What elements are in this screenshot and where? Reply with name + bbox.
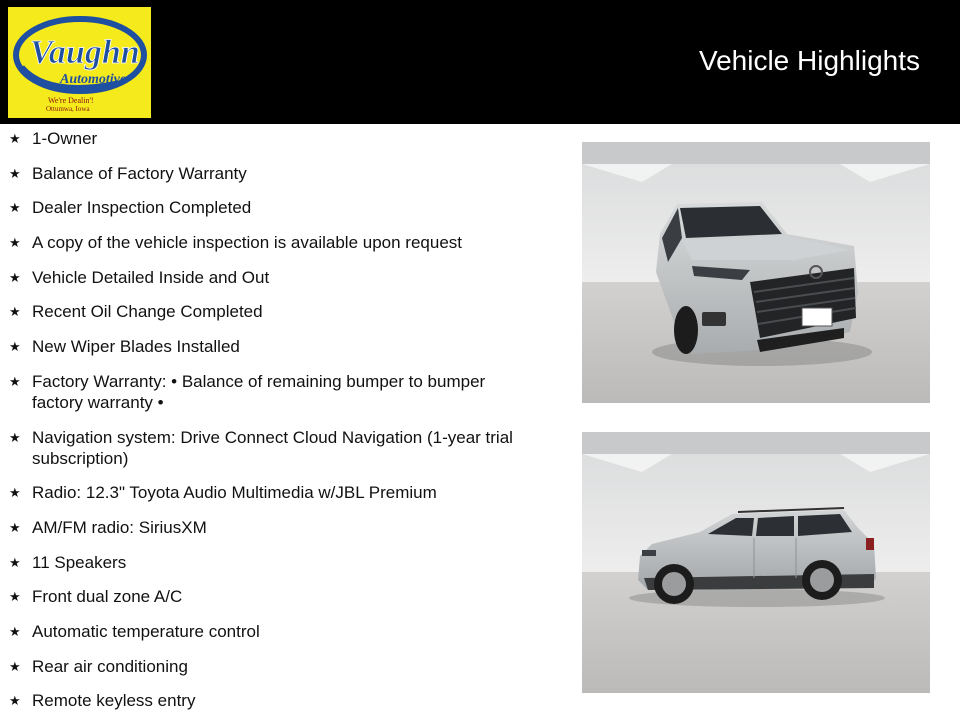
highlights-list xyxy=(0,128,560,725)
list-item xyxy=(0,586,560,607)
star-bullet-icon: ★ xyxy=(9,304,21,320)
vehicle-photo-side[interactable] xyxy=(582,432,930,693)
list-item-text: Rear air conditioning xyxy=(32,656,188,676)
list-item xyxy=(0,427,560,469)
svg-text:Vaughn: Vaughn xyxy=(30,34,140,71)
list-item-text: Balance of Factory Warranty xyxy=(32,163,247,183)
svg-text:We're Dealin'!: We're Dealin'! xyxy=(48,96,94,105)
list-item xyxy=(0,371,560,413)
list-item xyxy=(0,163,560,184)
star-bullet-icon: ★ xyxy=(9,339,21,355)
list-item xyxy=(0,197,560,218)
list-item-text: Front dual zone A/C xyxy=(32,587,183,607)
list-item-text: 11 Speakers xyxy=(32,552,127,572)
list-item xyxy=(0,552,560,573)
star-bullet-icon: ★ xyxy=(9,519,21,535)
header-bar xyxy=(0,0,960,124)
list-item-text: Recent Oil Change Completed xyxy=(32,302,263,322)
list-item xyxy=(0,301,560,322)
star-bullet-icon: ★ xyxy=(9,554,21,570)
star-bullet-icon: ★ xyxy=(9,429,21,445)
list-item xyxy=(0,232,560,253)
svg-text:Ottumwa, Iowa: Ottumwa, Iowa xyxy=(46,105,90,113)
list-item xyxy=(0,656,560,677)
list-item xyxy=(0,128,560,149)
star-bullet-icon: ★ xyxy=(9,485,21,501)
list-item-text: 1-Owner xyxy=(32,129,98,148)
star-bullet-icon: ★ xyxy=(9,235,21,251)
list-item xyxy=(0,690,560,711)
star-bullet-icon: ★ xyxy=(9,589,21,605)
dealer-logo[interactable] xyxy=(8,7,151,118)
list-item-text: Vehicle Detailed Inside and Out xyxy=(32,267,270,287)
star-bullet-icon: ★ xyxy=(9,373,21,389)
list-item xyxy=(0,267,560,288)
list-item-text: Radio: 12.3" Toyota Audio Multimedia w/JBL Premium xyxy=(32,483,437,503)
list-item-text: New Wiper Blades Installed xyxy=(32,337,240,357)
list-item xyxy=(0,621,560,642)
page-title: Vehicle Highlights xyxy=(698,45,920,76)
star-bullet-icon: ★ xyxy=(9,165,21,181)
list-item xyxy=(0,517,560,538)
list-item-text: Factory Warranty: • Balance of remaining bumper to bumper factory warranty • xyxy=(32,371,486,412)
list-item-text: AM/FM radio: SiriusXM xyxy=(32,517,207,537)
list-item-text: A copy of the vehicle inspection is available upon request xyxy=(32,233,462,253)
list-item xyxy=(0,336,560,357)
star-bullet-icon: ★ xyxy=(9,623,21,639)
list-item-text: Automatic temperature control xyxy=(32,621,260,641)
svg-text:Automotive: Automotive xyxy=(60,72,127,87)
star-bullet-icon: ★ xyxy=(9,269,21,285)
list-item-text: Dealer Inspection Completed xyxy=(32,198,252,218)
vehicle-photo-front[interactable] xyxy=(582,142,930,403)
list-item xyxy=(0,482,560,503)
star-bullet-icon: ★ xyxy=(9,200,21,216)
list-item-text: Remote keyless entry xyxy=(32,691,196,711)
star-bullet-icon: ★ xyxy=(9,131,21,146)
star-bullet-icon: ★ xyxy=(9,658,21,674)
list-item-text: Navigation system: Drive Connect Cloud Navigation (1-year trial subscription) xyxy=(32,427,513,468)
star-bullet-icon: ★ xyxy=(9,693,21,709)
